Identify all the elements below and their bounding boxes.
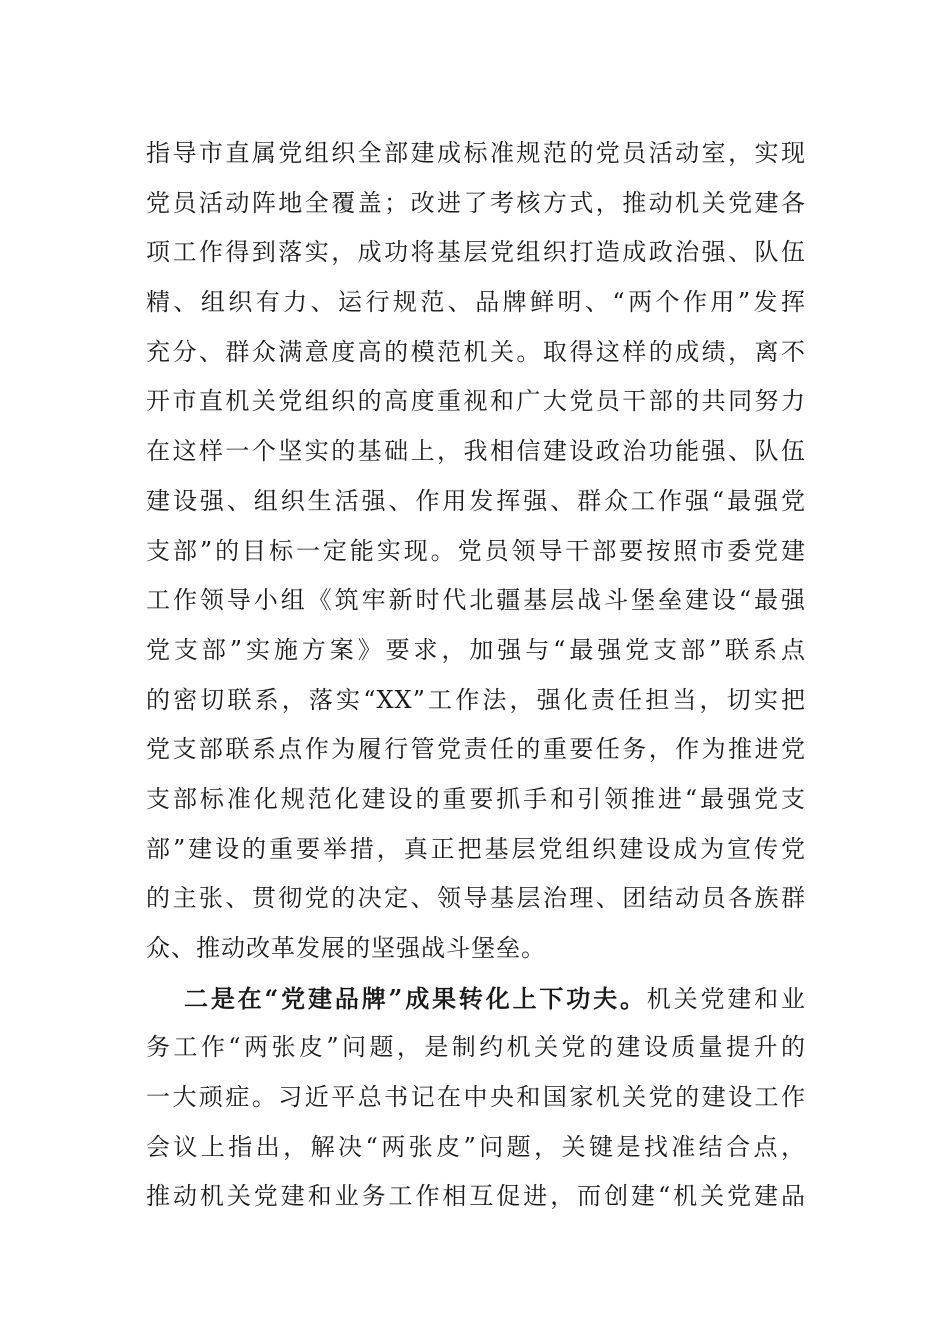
body-text — [146, 129, 806, 1222]
text-line: 支部标准化规范化建设的重要抓手和引领推进“最强党支 — [146, 784, 806, 813]
text-line: 党支部联系点作为履行管党责任的重要任务，作为推进党 — [146, 735, 806, 764]
text-line: 项工作得到落实，成功将基层党组织打造成政治强、队伍 — [146, 238, 806, 267]
text-line: 的密切联系，落实“XX”工作法，强化责任担当，切实把 — [146, 685, 806, 714]
text-line: 在这样一个坚实的基础上，我相信建设政治功能强、队伍 — [146, 437, 806, 466]
text-line: 建设强、组织生活强、作用发挥强、群众工作强“最强党 — [146, 486, 806, 515]
text-line: 务工作“两张皮”问题，是制约机关党的建设质量提升的 — [146, 1033, 806, 1062]
text-line: 推动机关党建和业务工作相互促进，而创建“机关党建品 — [146, 1182, 806, 1211]
paragraph-2-lead-text: 机关党建和业 — [646, 984, 807, 1013]
text-line: 会议上指出，解决“两张皮”问题，关键是找准结合点， — [146, 1132, 806, 1161]
text-line: 部”建设的重要举措，真正把基层党组织建设成为宣传党 — [146, 834, 806, 863]
paragraph-1 — [146, 129, 806, 974]
paragraph-2-heading: 二是在“党建品牌”成果转化上下功夫。 — [184, 983, 647, 1013]
text-line: 的主张、贯彻党的决定、领导基层治理、团结动员各族群 — [146, 884, 806, 913]
text-line: 一大顽症。习近平总书记在中央和国家机关党的建设工作 — [146, 1083, 806, 1112]
paragraph-2 — [146, 974, 806, 1222]
text-line: 党支部”实施方案》要求，加强与“最强党支部”联系点 — [146, 635, 806, 664]
paragraph-2-first-line — [146, 974, 806, 1024]
text-line: 支部”的目标一定能实现。党员领导干部要按照市委党建 — [146, 536, 806, 565]
text-line: 开市直机关党组织的高度重视和广大党员干部的共同努力 — [146, 387, 806, 416]
text-line: 众、推动改革发展的坚强战斗堡垒。 — [146, 934, 546, 962]
text-line: 充分、群众满意度高的模范机关。取得这样的成绩，离不 — [146, 337, 806, 366]
text-line: 党员活动阵地全覆盖；改进了考核方式，推动机关党建各 — [146, 188, 806, 217]
text-line: 工作领导小组《筑牢新时代北疆基层战斗堡垒建设“最强 — [146, 586, 806, 615]
text-line: 指导市直属党组织全部建成标准规范的党员活动室，实现 — [146, 139, 806, 167]
text-line: 精、组织有力、运行规范、品牌鲜明、“两个作用”发挥 — [146, 288, 806, 317]
